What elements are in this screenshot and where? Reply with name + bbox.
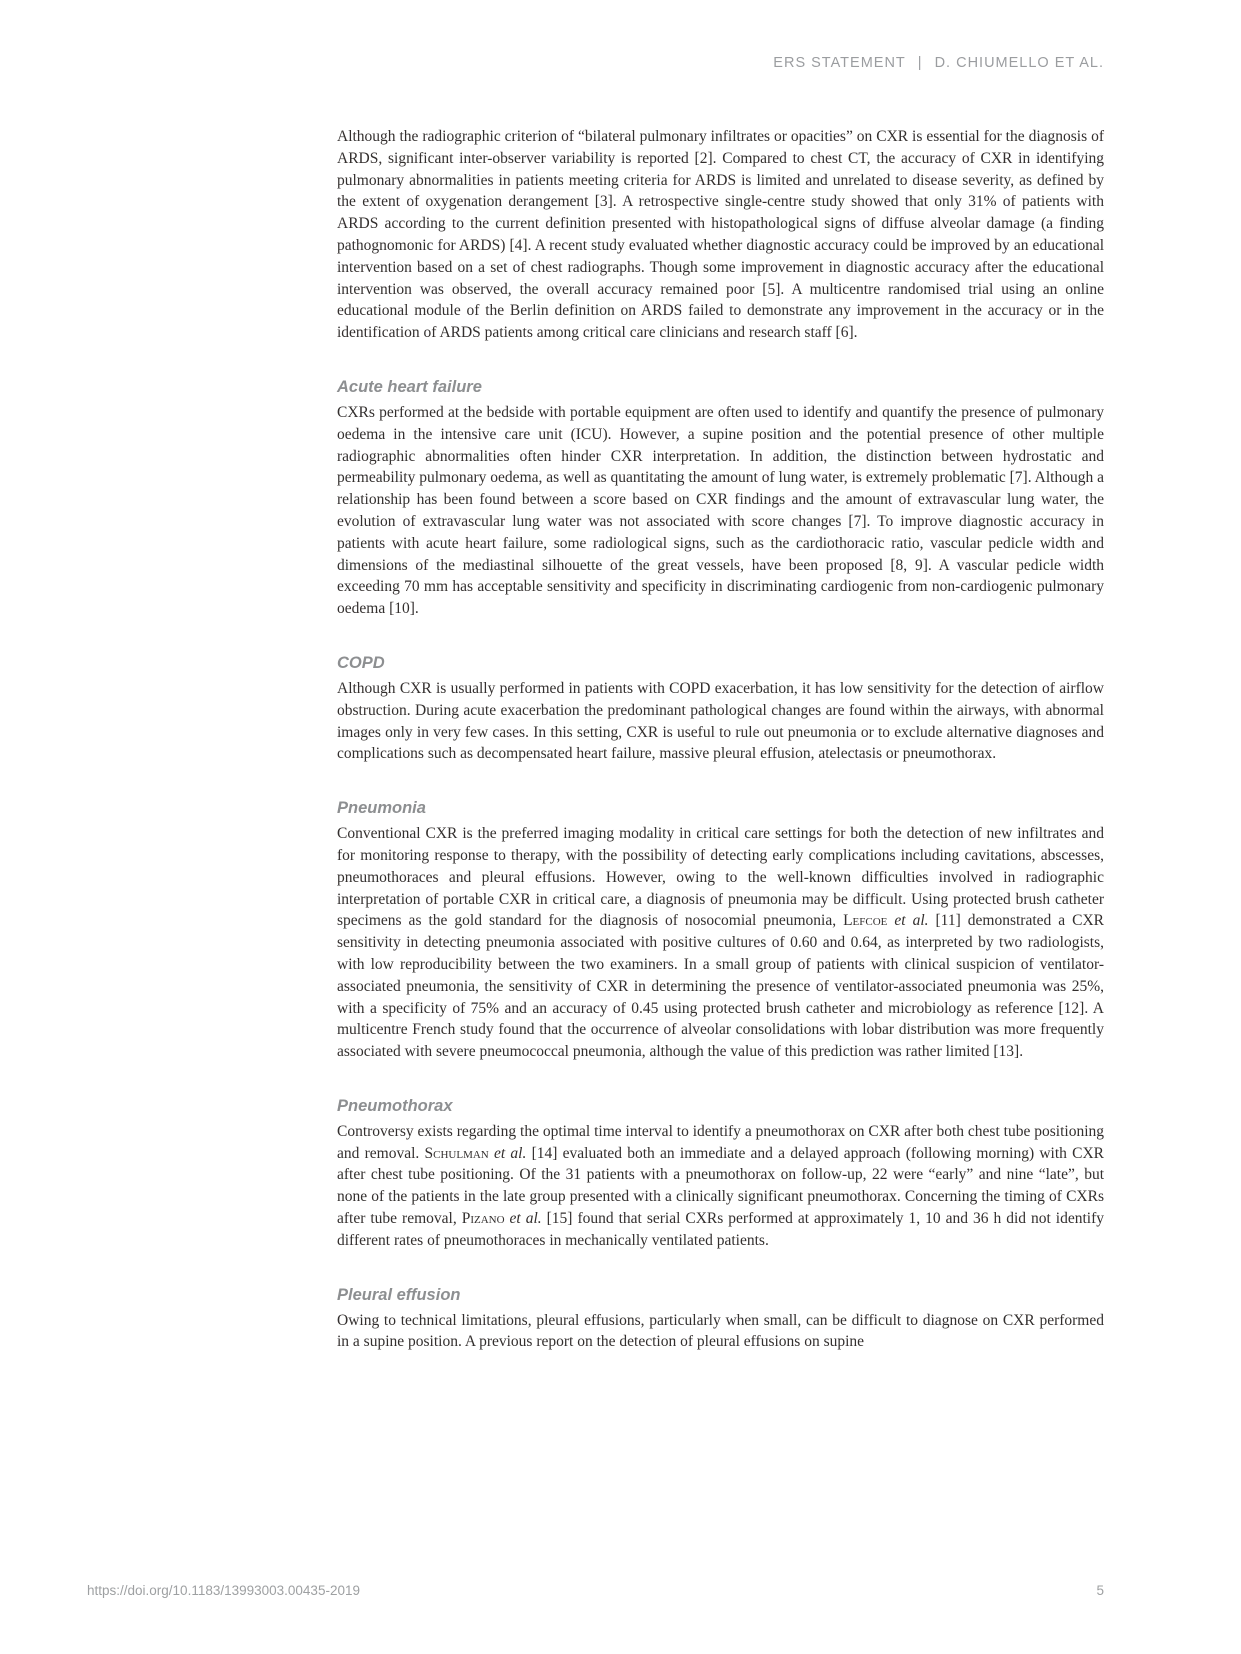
text-run: Owing to technical limitations, pleural effusions, particularly when small, can be difficult to diagnose on CXR performed in a supine position. A previous report on the detection of pleural effusions on supine — [337, 1311, 1104, 1351]
section-heading: Pneumothorax — [337, 1096, 453, 1115]
paragraph — [337, 1121, 1104, 1252]
author-name-smallcaps: Schulman — [424, 1144, 489, 1162]
italic-text: et al. — [894, 912, 929, 930]
author-name-smallcaps: Lefcoe — [843, 912, 888, 930]
text-run: CXRs performed at the bedside with portable equipment are often used to identify and quantify the presence of pulmonary oedema in the intensive care unit (ICU). However, a supine position and the potential presence of other multiple radiographic abnormalities often hinder CXR interpretation. In addition, the distinction between hydrostatic and permeability pulmonary oedema, as well as quantitating the amount of lung water, is extremely problematic [7]. Although a relationship has been found between a score based on CXR findings and the amount of extravascular lung water, the evolution of extravascular lung water was not associated with score changes [7]. To improve diagnostic accuracy in patients with acute heart failure, some radiological signs, such as the cardiothoracic ratio, vascular pedicle width and dimensions of the mediastinal silhouette of the great vessels, have been proposed [8, 9]. A vascular pedicle width exceeding 70 mm has acceptable sensitivity and specificity in discriminating cardiogenic from non-cardiogenic pulmonary oedema [10]. — [337, 403, 1104, 618]
section — [337, 652, 1104, 765]
page-footer — [87, 1583, 1104, 1598]
doi-text: https://doi.org/10.1183/13993003.00435-2019 — [87, 1583, 360, 1598]
text-run: Although CXR is usually performed in patients with COPD exacerbation, it has low sensitivity for the detection of airflow obstruction. During acute exacerbation the predominant pathological changes are found within the airways, with abnormal images only in very few cases. In this setting, CXR is useful to rule out pneumonia or to exclude alternative diagnoses and complications such as decompensated heart failure, massive pleural effusion, atelectasis or pneumothorax. — [337, 679, 1104, 763]
running-header-authors: D. CHIUMELLO ET AL. — [934, 55, 1104, 71]
text-run: Controversy exists regarding the optimal time interval to identify a pneumothorax on CXR after both chest tube positioning and removal. — [337, 1122, 1104, 1162]
section — [337, 797, 1104, 1063]
content-sections — [337, 126, 1104, 1353]
section-heading: Pneumonia — [337, 799, 426, 818]
paragraph — [337, 678, 1104, 765]
section-heading: Pleural effusion — [337, 1285, 461, 1304]
text-run: [15] found that serial CXRs performed at approximately 1, 10 and 36 h did not identify different rates of pneumothoraces in mechanically ventilated patients. — [337, 1210, 1105, 1249]
text-run: [11] demonstrated a CXR sensitivity in detecting pneumonia associated with positive cultures of 0.60 and 0.64, as interpreted by two radiologists, with low reproducibility between the two examiners. In a small group of patients with clinical suspicion of ventilator-associated pneumonia, the sensitivity of CXR in determining the presence of ventilator-associated pneumonia was 25%, with a specificity of 75% and an accuracy of 0.45 using protected brush catheter and microbiology as reference [12]. A multicentre French study found that the occurrence of alveolar consolidations with lobar distribution was more frequently associated with severe pneumococcal pneumonia, although the value of this prediction was rather limited [13]. — [337, 912, 1105, 1061]
author-name-smallcaps: Pizano — [461, 1210, 505, 1228]
text-run: [14] evaluated both an immediate and a delayed approach (following morning) with CXR after chest tube positioning. Of the 31 patients with a pneumothorax on follow-up, 22 were “early” and nine “late”, but none of the patients in the late group presented with a clinically significant pneumothorax. Concerning the timing of CXRs after tube removal, — [337, 1144, 1104, 1228]
paragraph — [337, 1310, 1104, 1354]
section — [337, 126, 1104, 344]
section — [337, 376, 1104, 620]
running-header — [773, 55, 1104, 71]
page-number: 5 — [1096, 1583, 1104, 1598]
text-run: Conventional CXR is the preferred imaging modality in critical care settings for both the detection of new infiltrates and for monitoring response to therapy, with the possibility of detecting early complications including cavitations, abscesses, pneumothoraces and pleural effusions. However, owing to the well-known difficulties involved in radiographic interpretation of portable CXR in critical care, a diagnosis of pneumonia may be difficult. Using protected brush catheter specimens as the gold standard for the diagnosis of nosocomial pneumonia, — [337, 825, 1104, 930]
paragraph — [337, 402, 1104, 620]
paragraph — [337, 126, 1104, 344]
running-header-statement: ERS STATEMENT — [773, 55, 906, 71]
text-run: Although the radiographic criterion of “bilateral pulmonary infiltrates or opacities” on CXR is essential for the diagnosis of ARDS, significant inter-observer variability is reported [2]. Compared to chest CT, the accuracy of CXR in identifying pulmonary abnormalities in patients meeting criteria for ARDS is limited and unrelated to disease severity, as defined by the extent of oxygenation derangement [3]. A retrospective single-centre study showed that only 31% of patients with ARDS according to the current definition presented with histopathological signs of diffuse alveolar damage (a finding pathognomonic for ARDS) [4]. A recent study evaluated whether diagnostic accuracy could be improved by an educational intervention based on a set of chest radiographs. Though some improvement in diagnostic accuracy after the educational intervention was observed, the overall accuracy remained poor [5]. A multicentre randomised trial using an online educational module of the Berlin definition on ARDS failed to demonstrate any improvement in the accuracy or in the identification of ARDS patients among critical care clinicians and research staff [6]. — [337, 128, 1104, 342]
section — [337, 1095, 1104, 1252]
italic-text: et al. — [509, 1210, 542, 1228]
section — [337, 1284, 1104, 1354]
paragraph — [337, 823, 1104, 1063]
section-heading: Acute heart failure — [337, 377, 482, 396]
italic-text: et al. — [493, 1144, 527, 1162]
header-separator: | — [917, 55, 923, 71]
section-heading: COPD — [337, 653, 385, 672]
